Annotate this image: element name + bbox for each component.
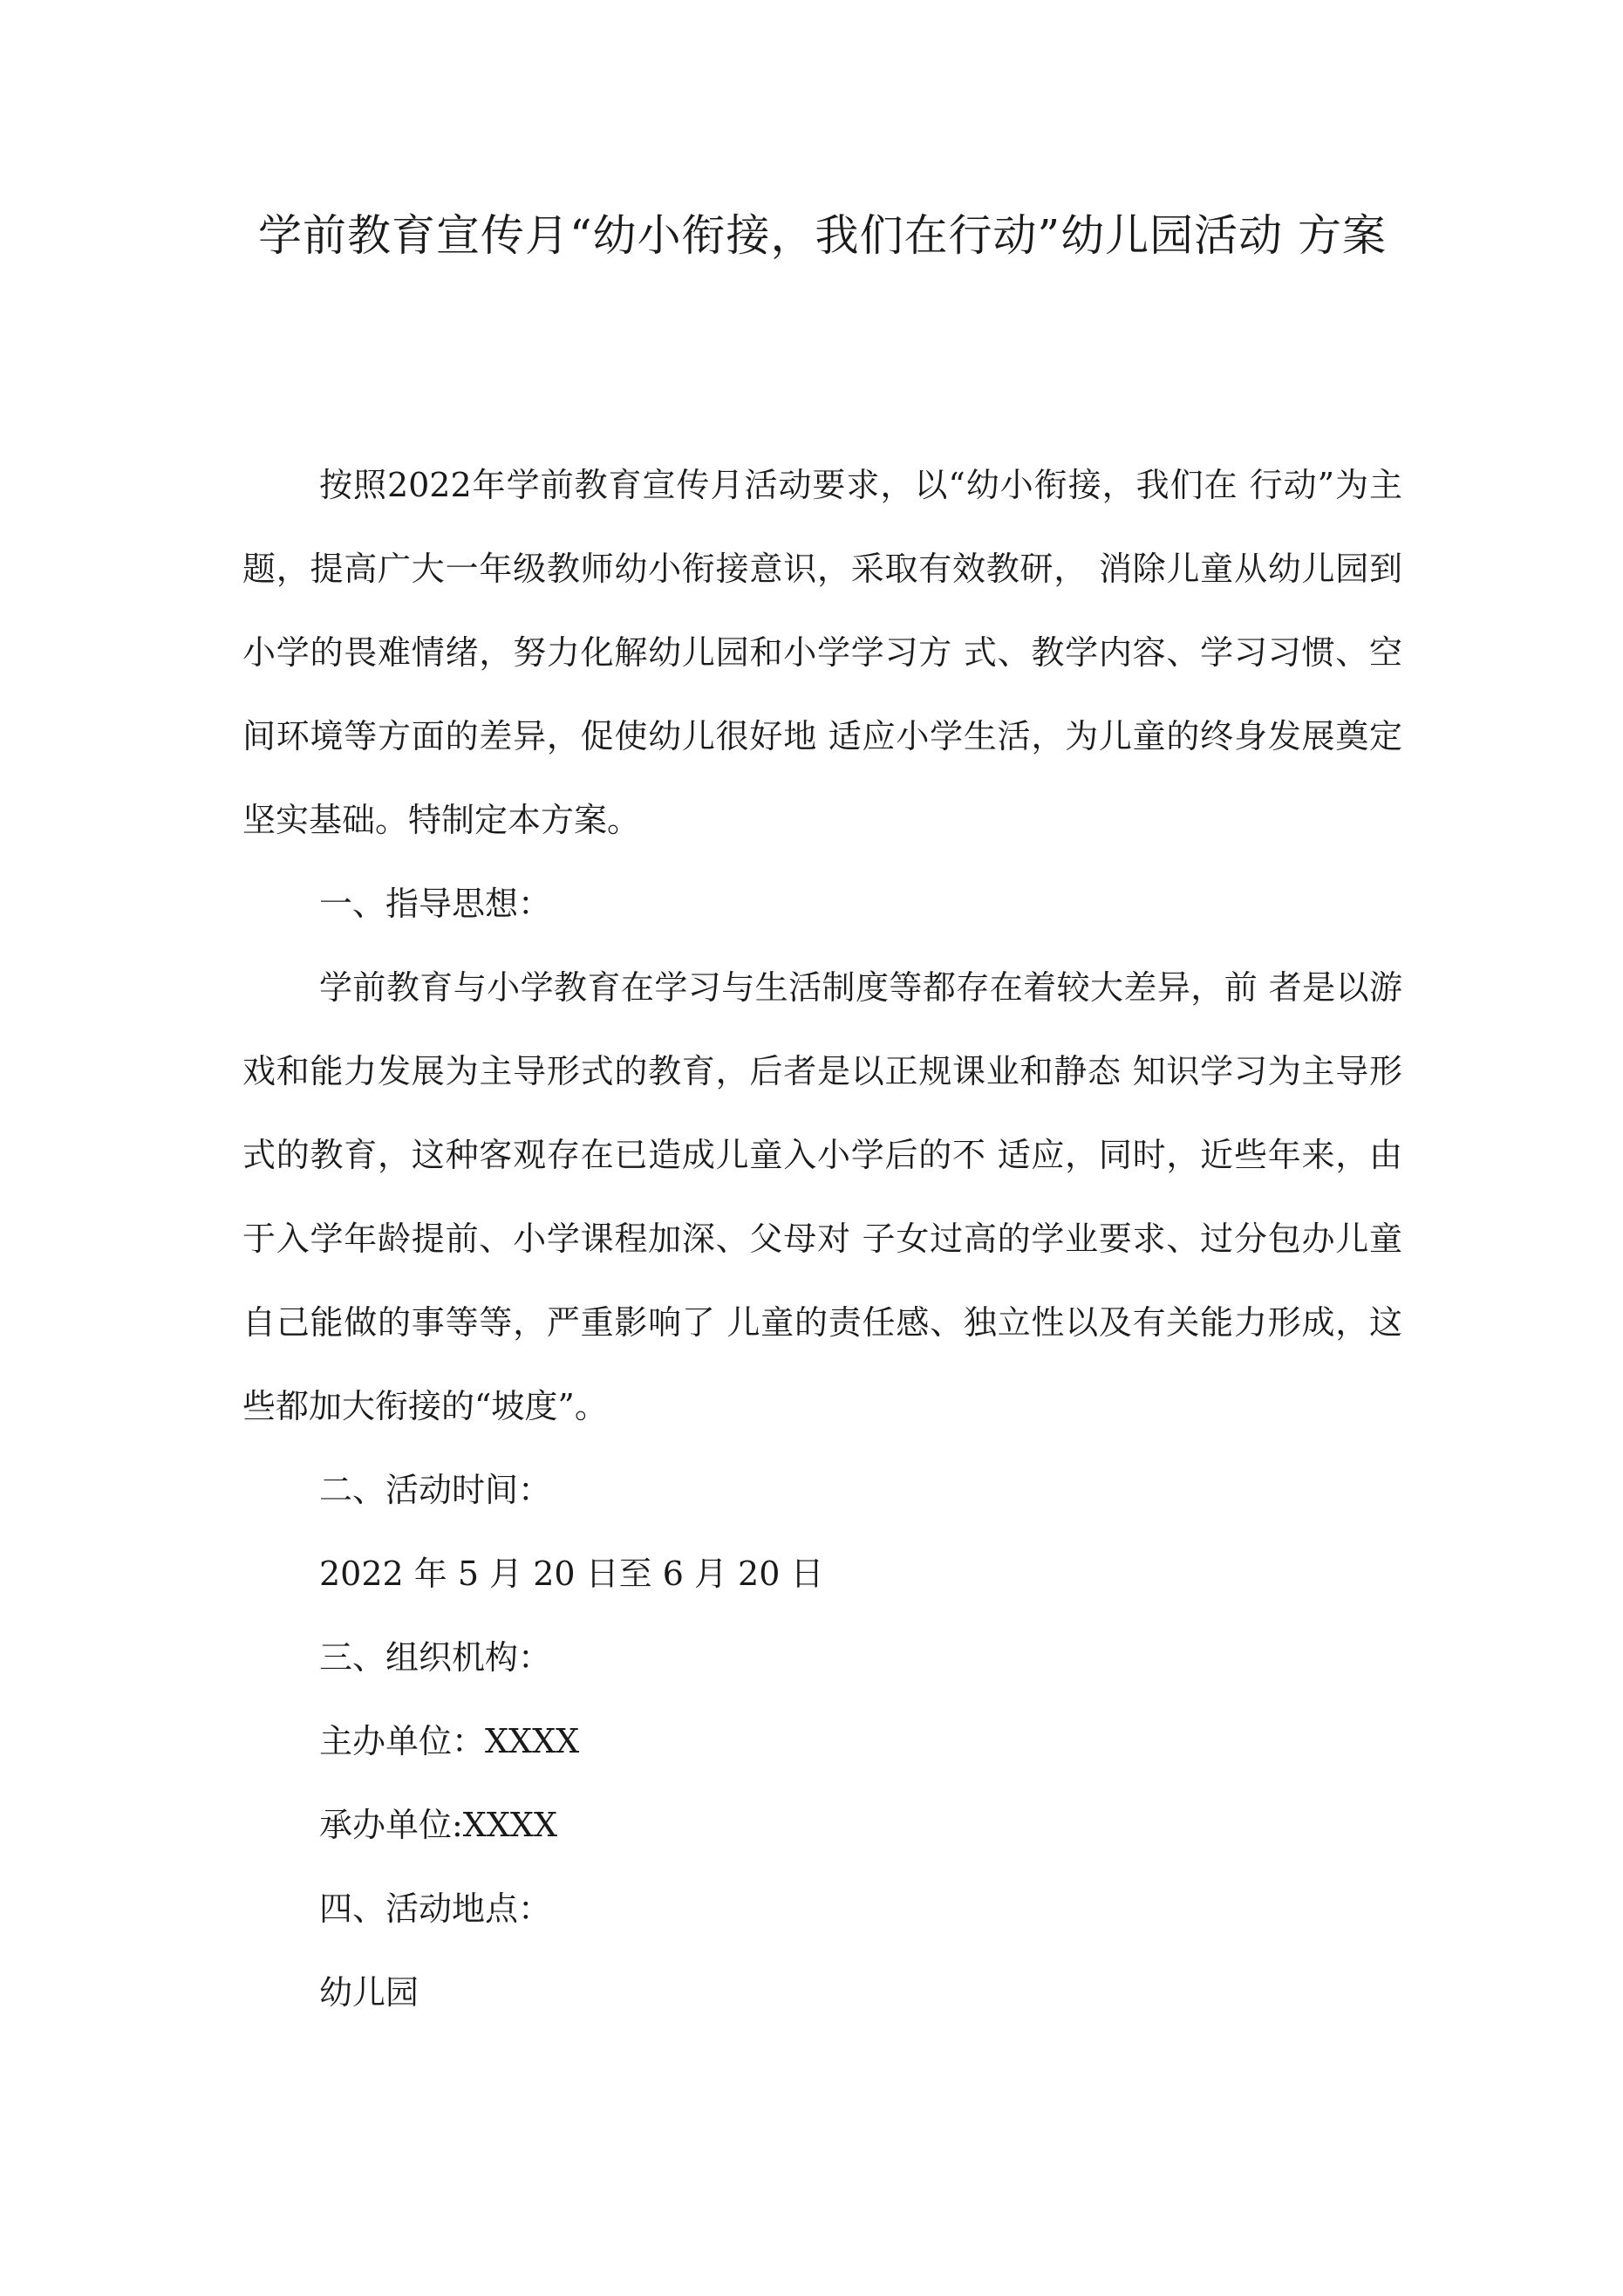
document-body (242, 443, 1402, 2034)
undertaker-line: 承办单位:XXXX (319, 1806, 558, 1844)
location-value: 幼儿园 (319, 1973, 419, 2012)
guiding-thought-paragraph: 学前教育与小学教育在学习与生活制度等都存在着较大差异，前 者是以游戏和能力发展为主导形式的教育，后者是以正规课业和静态 知识学习为主导形式的教育，这种客观存在已造成儿童入小学后的不 适应，同时，近些年来，由于入学年龄提前、小学课程加深、父母对 子女过高的学业要求、过分包办儿童自己能做的事等等，严重影响了 儿童的责任感、独立性以及有关能力形成，这些都加大衔接的“坡度”。 (242, 968, 1402, 1425)
document-title: 学前教育宣传月“幼小衔接，我们在行动”幼儿园活动 方案 (257, 210, 1387, 261)
section-heading-activity-time: 二、活动时间： (319, 1471, 552, 1509)
section-heading-location: 四、活动地点： (319, 1889, 552, 1928)
intro-paragraph: 按照2022年学前教育宣传月活动要求，以“幼小衔接，我们在 行动”为主题，提高广大一年级教师幼小衔接意识，采取有效教研， 消除儿童从幼儿园到小学的畏难情绪，努力化解幼儿园和小学学习方 式、教学内容、学习习惯、空间环境等方面的差异，促使幼儿很好地 适应小学生活，为儿童的终身发展奠定坚实基础。特制定本方案。 (242, 466, 1402, 839)
section-heading-guiding-thought: 一、指导思想： (319, 885, 552, 923)
organizer-line: 主办单位：XXXX (319, 1722, 580, 1760)
activity-time-value: 2022 年 5 月 20 日至 6 月 20 日 (319, 1555, 824, 1593)
section-heading-organization: 三、组织机构： (319, 1638, 552, 1677)
